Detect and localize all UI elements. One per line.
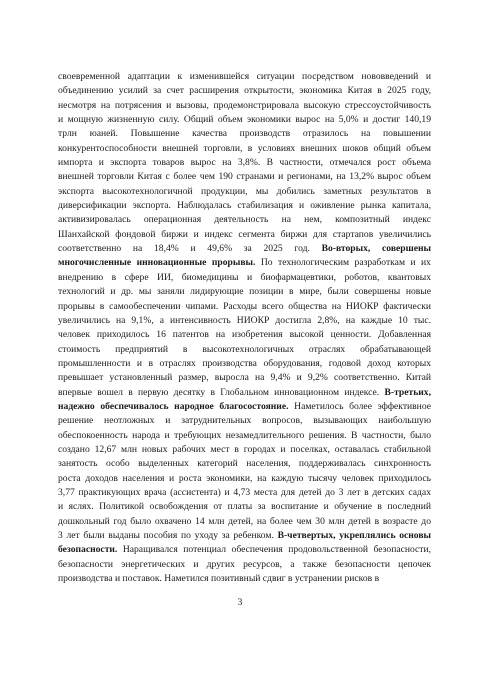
- text-run: экспорта высокотехнологичной продукции, мы добились заметных результатов в: [58, 185, 431, 197]
- text-line: [58, 142, 431, 156]
- text-line: [58, 429, 431, 443]
- text-line: [58, 70, 431, 84]
- bold-text-run: безопасности.: [58, 544, 118, 556]
- text-line: [58, 328, 431, 342]
- text-run: решение неотложных и затруднительных вопросов, вызывающих наибольшую: [58, 415, 431, 427]
- text-line: [58, 213, 431, 227]
- text-run: технологий и др. мы заняли лидирующие позиции в мире, были совершены новые: [58, 286, 431, 298]
- text-run: конкурентоспособности внешней торговли, в условиях внешних шоков общий объем: [58, 142, 431, 154]
- text-run: своевременной адаптации к изменившейся ситуации посредством нововведений и: [58, 71, 431, 82]
- text-run: и мощную жизненную силу. Общий объем экономики вырос на 5,0% и достиг 140,19: [58, 114, 431, 126]
- text-run: человек приходилось 16 патентов на изобретения высокой ценности. Добавленная: [58, 329, 431, 341]
- text-line: [58, 457, 431, 471]
- text-run: производства и поставок. Наметился позитивный сдвиг в устранении рисков в: [58, 573, 380, 585]
- text-line: [58, 170, 431, 184]
- text-run: занятость особо выделенных категорий населения, поддерживалась синхронность: [58, 458, 431, 470]
- text-run: превышает установленный размер, выросла на 9,4% и 9,2% соответственно. Китай: [58, 372, 431, 384]
- bold-text-run: В-четвертых, укреплялись основы: [277, 530, 432, 541]
- text-line: [58, 371, 431, 385]
- text-run: безопасности энергетических и других ресурсов, а также безопасности цепочек: [58, 558, 431, 570]
- text-run: роста доходов населения и роста экономики, на каждую тысячу человек приходилось: [58, 472, 431, 484]
- text-run: Шанхайской фондовой биржи и индекс сегмента биржи для стартапов увеличились: [58, 228, 431, 240]
- bold-text-run: многочисленные инновационные прорывы.: [58, 257, 256, 269]
- text-run: несмотря на потрясения и вызовы, продемонстрировала высокую стрессоустойчивость: [58, 99, 431, 111]
- text-run: 3,77 практикующих врача (ассистента) и 4,73 места для детей до 3 лет в детских садах: [58, 486, 431, 498]
- text-line: [58, 127, 431, 141]
- text-run: По технологическим разработкам и их: [255, 257, 431, 269]
- text-run: промышленности и в отраслях производства оборудования, годовой доход которых: [58, 357, 431, 369]
- text-run: диверсификации экспорта. Наблюдалась стабилизация и оживление рынка капитала,: [58, 200, 431, 212]
- text-line: [58, 529, 431, 543]
- text-line: [58, 285, 431, 299]
- text-line: [58, 500, 431, 514]
- text-line: [58, 156, 431, 170]
- text-line: [58, 199, 431, 213]
- text-line: [58, 185, 431, 199]
- text-line: [58, 343, 431, 357]
- text-run: 3 лет были выданы пособия по уходу за ребенком.: [58, 530, 278, 541]
- text-line: [58, 271, 431, 285]
- text-run: трлн юаней. Повышение качества производств отразилось на повышении: [58, 128, 431, 140]
- text-run: импорта и экспорта товаров вырос на 3,8%. В частности, отмечался рост объема: [58, 157, 431, 169]
- text-run: стоимость предприятий в высокотехнологичных отраслях обрабатывающей: [58, 343, 431, 355]
- text-line: [58, 242, 431, 256]
- text-run: внешней торговли Китая с более чем 190 странами и регионами, на 13,2% вырос объем: [58, 171, 431, 183]
- bold-text-run: надежно обеспечивалось народное благосостояние.: [58, 400, 289, 412]
- text-run: и яслях. Политикой освобождения от платы за воспитание и обучение в последний: [58, 501, 431, 513]
- text-line: [58, 300, 431, 314]
- text-run: объединению усилий за счет расширения открытости, экономика Китая в 2025 году,: [58, 85, 431, 97]
- body-text: [58, 70, 431, 586]
- text-run: прорывы в самообеспечении чипами. Расходы всего общества на НИОКР фактически: [58, 300, 431, 312]
- text-line: [58, 558, 431, 572]
- text-line: [58, 256, 431, 270]
- text-line: [58, 400, 431, 414]
- bold-text-run: В-третьих,: [384, 386, 431, 398]
- text-run: увеличились на 9,1%, а интенсивность НИОКР достигла 2,8%, на каждые 10 тыс.: [58, 314, 431, 326]
- text-line: [58, 386, 431, 400]
- text-run: активизировалась операционная деятельность на нем, композитный индекс: [58, 214, 431, 226]
- text-run: создано 12,67 млн новых рабочих мест в городах и поселках, оставалась стабильной: [58, 443, 431, 455]
- text-line: [58, 99, 431, 113]
- text-run: впервые вошел в первую десятку в Глобальном инновационном индексе.: [58, 386, 385, 398]
- text-line: [58, 486, 431, 500]
- text-line: [58, 357, 431, 371]
- text-line: [58, 472, 431, 486]
- text-run: соответственно на 18,4% и 49,6% за 2025 год.: [58, 243, 322, 255]
- text-line: [58, 572, 431, 586]
- text-line: [58, 443, 431, 457]
- text-run: внедрению в сфере ИИ, биомедицины и биофармацевтики, роботов, квантовых: [58, 271, 431, 283]
- text-line: [58, 228, 431, 242]
- text-line: [58, 414, 431, 428]
- text-line: [58, 515, 431, 529]
- text-line: [58, 543, 431, 557]
- text-run: Наращивался потенциал обеспечения продовольственной безопасности,: [117, 544, 431, 556]
- page-number: 3: [237, 597, 243, 608]
- text-line: [58, 84, 431, 98]
- text-line: [58, 314, 431, 328]
- text-run: обеспокоенность народа и требующих незамедлительного решения. В частности, было: [58, 429, 431, 441]
- text-run: Наметилось более эффективное: [288, 400, 431, 412]
- bold-text-run: Во-вторых, совершены: [321, 243, 431, 255]
- text-run: дошкольный год было охвачено 14 млн детей, на более чем 30 млн детей в возрасте до: [58, 515, 431, 527]
- text-line: [58, 113, 431, 127]
